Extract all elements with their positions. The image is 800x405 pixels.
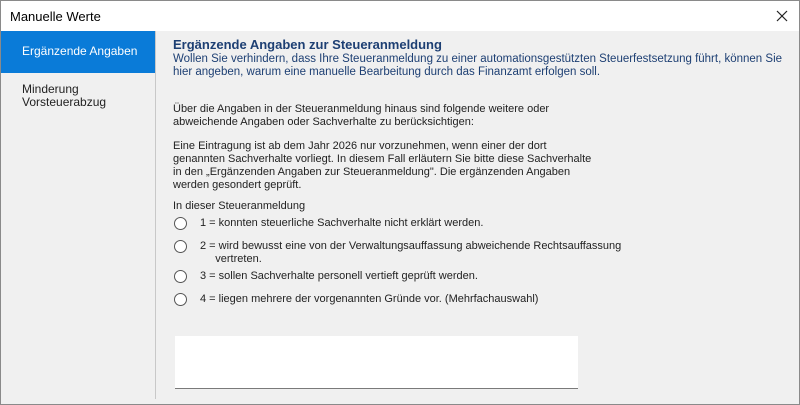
window-title: Manuelle Werte	[10, 9, 101, 24]
radio-option-4[interactable]	[173, 293, 613, 307]
radio-circle[interactable]	[174, 293, 187, 306]
group-label: In dieser Steueranmeldung	[173, 200, 306, 212]
content-header	[173, 38, 793, 79]
radio-circle[interactable]	[174, 270, 187, 283]
info-paragraph-2: Eine Eintragung ist ab dem Jahr 2026 nur vorzunehmen, wenn einer der dort genannten Sachverhalte vorliegt. In diesem Fall erläutern Sie bitte diese Sachverhalte in den „Ergänzenden Angaben zur Steueranmeldung". Die ergänzenden Angaben werden gesondert geprüft.	[173, 140, 592, 191]
close-button[interactable]	[769, 4, 795, 28]
sidebar-item-label: Ergänzende Angaben	[22, 44, 138, 58]
radio-option-2[interactable]	[173, 240, 622, 268]
info-paragraph-1: Über die Angaben in der Steueranmeldung hinaus sind folgende weitere oder abweichende Angaben oder Sachverhalte zu berücksichtigen:	[173, 103, 550, 128]
radio-circle[interactable]	[174, 240, 187, 253]
sidebar-item-ergaenzende-angaben[interactable]	[1, 31, 155, 73]
additional-info-textbox[interactable]	[175, 336, 578, 389]
page-subtitle: Wollen Sie verhindern, dass Ihre Steueranmeldung zu einer automationsgestützten Steuerfestsetzung führt, können Sie hier angeben, warum eine manuelle Bearbeitung durch das Finanzamt erfolgen soll.	[173, 53, 783, 78]
radio-option-3[interactable]	[173, 270, 613, 284]
radio-label: 2 = wird bewusst eine von der Verwaltungsauffassung abweichende Rechtsauffassung vertreten.	[200, 240, 622, 265]
sidebar-item-label: Minderung Vorsteuerabzug	[22, 82, 107, 109]
radio-label: 1 = konnten steuerliche Sachverhalte nicht erklärt werden.	[200, 217, 484, 229]
page-title: Ergänzende Angaben zur Steueranmeldung	[173, 37, 442, 52]
sidebar	[1, 31, 156, 399]
radio-option-1[interactable]	[173, 217, 613, 231]
close-icon	[776, 10, 788, 22]
radio-label: 4 = liegen mehrere der vorgenannten Gründe vor. (Mehrfachauswahl)	[200, 293, 539, 305]
title-bar	[1, 1, 799, 31]
sidebar-item-minderung-vorsteuerabzug[interactable]	[1, 81, 155, 115]
radio-label: 3 = sollen Sachverhalte personell vertieft geprüft werden.	[200, 270, 478, 282]
radio-circle[interactable]	[174, 217, 187, 230]
